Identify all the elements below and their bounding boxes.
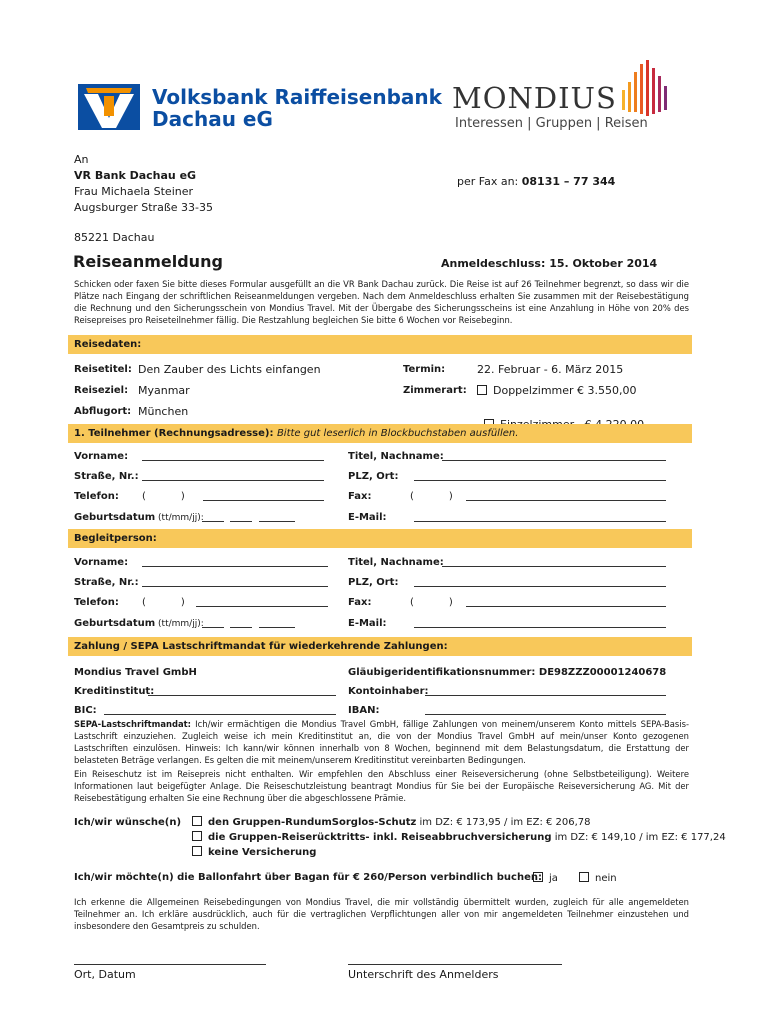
t1-geburt-day[interactable] xyxy=(202,521,224,522)
address-block xyxy=(74,152,213,246)
bp-plz-label: PLZ, Ort: xyxy=(348,577,399,588)
ballon-ja-checkbox[interactable] xyxy=(533,872,543,882)
mondius-logo-bars-icon xyxy=(620,60,672,118)
t1-telefon-label: Telefon: xyxy=(74,491,119,502)
ballon-option-ja[interactable] xyxy=(533,872,558,884)
t1-geburt-format: (tt/mm/jj): xyxy=(155,513,204,523)
t1-vorname-label: Vorname: xyxy=(74,451,129,462)
ballon-nein-checkbox[interactable] xyxy=(579,872,589,882)
bic-label: BIC: xyxy=(74,705,97,716)
reisetitel-value: Den Zauber des Lichts einfangen xyxy=(138,363,321,376)
t1-vorname-field[interactable] xyxy=(142,460,324,461)
vr-logo-line2: Dachau eG xyxy=(152,107,273,131)
t1-strasse-label: Straße, Nr.: xyxy=(74,471,139,482)
kreditinstitut-field[interactable] xyxy=(148,695,336,696)
bp-telefon-prefix[interactable]: ( ) xyxy=(142,597,185,608)
ruecktritt-label: die Gruppen-Reiserücktritts- inkl. Reiseabbruchversicherung xyxy=(208,832,552,843)
t1-telefon-prefix[interactable]: ( ) xyxy=(142,491,185,502)
vr-logo xyxy=(78,84,442,131)
kontoinhaber-field[interactable] xyxy=(425,695,666,696)
bp-geburt-year[interactable] xyxy=(259,627,295,628)
doppelzimmer-checkbox[interactable] xyxy=(477,385,487,395)
t1-geburt-label-text: Geburtsdatum xyxy=(74,512,156,523)
bp-vorname-field[interactable] xyxy=(142,566,328,567)
ort-datum-field[interactable] xyxy=(74,964,266,965)
termin-label: Termin: xyxy=(403,364,446,375)
t1-fax-field[interactable] xyxy=(466,500,666,501)
fax-number: 08131 – 77 344 xyxy=(521,175,616,188)
vr-logo-line1: Volksbank Raiffeisenbank xyxy=(152,85,442,109)
t1-strasse-field[interactable] xyxy=(142,480,324,481)
bp-telefon-label: Telefon: xyxy=(74,597,119,608)
bp-geburt-day[interactable] xyxy=(202,627,224,628)
section-bar-reisedaten xyxy=(68,335,692,354)
rundum-label: den Gruppen-RundumSorglos-Schutz xyxy=(208,817,417,828)
t1-geburt-label xyxy=(74,512,204,523)
reisetitel-label: Reisetitel: xyxy=(74,364,132,375)
bp-geburt-label-text: Geburtsdatum xyxy=(74,618,156,629)
address-city: 85221 Dachau xyxy=(74,231,155,244)
sepa-mandat-body: Ich/wir ermächtigen die Mondius Travel GmbH, fällige Zahlungen von meinem/unserem Konto mittels SEPA-Basis-Lastschrift einzuziehen. Zugleich weise ich mein Kreditinstitut an, die von der Mondius Travel GmbH auf mein/unser Konto gezogenen Lastschriften einzulösen. Hinweis: Ich kann/wir können innerhalb von 8 Wochen, beginnend mit dem Belastungsdatum, die Erstattung der belasteten Beträge verlangen. Es gelten die mit meinem/unserem Kreditinstitut vereinbarten Bedingungen. xyxy=(74,719,689,765)
bp-strasse-field[interactable] xyxy=(142,586,328,587)
sepa-mandat-text xyxy=(74,718,689,766)
reiseziel-label: Reiseziel: xyxy=(74,385,129,396)
t1-email-label: E-Mail: xyxy=(348,512,387,523)
ballon-ja-label: ja xyxy=(549,873,558,884)
iban-label: IBAN: xyxy=(348,705,380,716)
reiseschutz-text: Ein Reiseschutz ist im Reisepreis nicht enthalten. Wir empfehlen den Abschluss einer Reiseversicherung (ohne Selbstbeteiligung). Weitere Informationen laut beigefügter Anlage. Die Reiseschutzleistung beantragt Mondius für Sie bei der Europäische Reiseversicherung AG. Mit der Reisebestätigung erhalten Sie eine Rechnung über die abgeschlossene Prämie. xyxy=(74,769,689,803)
address-contact: Frau Michaela Steiner xyxy=(74,185,194,198)
abflugort-label: Abflugort: xyxy=(74,406,132,417)
t1-geburt-month[interactable] xyxy=(230,521,252,522)
t1-plz-label: PLZ, Ort: xyxy=(348,471,399,482)
zahlung-glaeubiger-id: Gläubigeridentifikationsnummer: DE98ZZZ00001240678 xyxy=(348,667,667,678)
bp-titel-field[interactable] xyxy=(442,566,666,567)
bp-titel-label: Titel, Nachname: xyxy=(348,557,444,568)
rundum-checkbox[interactable] xyxy=(192,816,202,826)
t1-titel-label: Titel, Nachname: xyxy=(348,451,444,462)
keine-label: keine Versicherung xyxy=(208,847,317,858)
iban-field[interactable] xyxy=(425,714,666,715)
ballon-nein-label: nein xyxy=(595,873,617,884)
bp-vorname-label: Vorname: xyxy=(74,557,129,568)
bp-fax-label: Fax: xyxy=(348,597,372,608)
bp-telefon-field[interactable] xyxy=(196,606,328,607)
t1-fax-prefix[interactable]: ( ) xyxy=(410,491,453,502)
keine-checkbox[interactable] xyxy=(192,846,202,856)
termin-value: 22. Februar - 6. März 2015 xyxy=(477,363,624,376)
ballon-question: Ich/wir möchte(n) die Ballonfahrt über Bagan für € 260/Person verbindlich buchen: xyxy=(74,872,542,883)
fax-line xyxy=(457,175,615,188)
section-header-reisedaten: Reisedaten: xyxy=(74,339,142,350)
reiseziel-value: Myanmar xyxy=(138,384,190,397)
address-recipient: VR Bank Dachau eG xyxy=(74,169,197,182)
bp-plz-field[interactable] xyxy=(414,586,666,587)
bp-fax-prefix[interactable]: ( ) xyxy=(410,597,453,608)
t1-fax-label: Fax: xyxy=(348,491,372,502)
versicherung-option-keine[interactable] xyxy=(192,846,316,858)
t1-telefon-field[interactable] xyxy=(203,500,324,501)
doppelzimmer-label: Doppelzimmer € 3.550,00 xyxy=(493,384,637,397)
intro-text: Schicken oder faxen Sie bitte dieses Formular ausgefüllt an die VR Bank Dachau zurück. Die Reise ist auf 26 Teilnehmer begrenzt, so dass wir die Plätze nach Eingang der schriftlichen Reiseanmeldungen vergeben. Nach dem Anmeldeschluss erhalten Sie zusammen mit der Reisebestätigung die Rechnung und den Sicherungsschein von Mondius Travel. Mit der Übergabe des Sicherungsscheins ist eine Anzahlung in Höhe von 20% des Reisepreises pro Reiseteilnehmer fällig. Die Restzahlung begleichen Sie bitte 6 Wochen vor Reisebeginn. xyxy=(74,279,689,325)
bp-strasse-label: Straße, Nr.: xyxy=(74,577,139,588)
section-header-begleitperson: Begleitperson: xyxy=(74,533,157,544)
section-header-teilnehmer1 xyxy=(74,424,518,443)
abflugort-value: München xyxy=(138,405,189,418)
ruecktritt-price: im DZ: € 149,10 / im EZ: € 177,24 xyxy=(551,832,726,843)
bp-geburt-format: (tt/mm/jj): xyxy=(155,619,204,629)
t1-titel-field[interactable] xyxy=(442,460,666,461)
address-line-an: An xyxy=(74,153,89,166)
bp-fax-field[interactable] xyxy=(466,606,666,607)
bp-email-label: E-Mail: xyxy=(348,618,387,629)
section-header-zahlung: Zahlung / SEPA Lastschriftmandat für wiederkehrende Zahlungen: xyxy=(74,641,448,652)
zimmerart-label: Zimmerart: xyxy=(403,385,467,396)
unterschrift-field[interactable] xyxy=(348,964,562,965)
fax-label: per Fax an: xyxy=(457,175,522,188)
doppelzimmer-option[interactable] xyxy=(477,384,637,397)
rundum-price: im DZ: € 173,95 / im EZ: € 206,78 xyxy=(416,817,591,828)
bic-field[interactable] xyxy=(104,714,336,715)
teilnehmer1-header-bold: 1. Teilnehmer (Rechnungsadresse): xyxy=(74,428,277,439)
bp-geburt-month[interactable] xyxy=(230,627,252,628)
address-street: Augsburger Straße 33-35 xyxy=(74,201,213,214)
bp-email-field[interactable] xyxy=(414,627,666,628)
ballon-option-nein[interactable] xyxy=(579,872,617,884)
bp-geburt-label xyxy=(74,618,204,629)
deadline: Anmeldeschluss: 15. Oktober 2014 xyxy=(441,257,658,270)
mondius-logo xyxy=(452,60,702,140)
section-bar-begleitperson xyxy=(68,529,692,548)
erklaerung-text: Ich erkenne die Allgemeinen Reisebedingungen von Mondius Travel, die mir vollständig übermittelt wurden, zugleich für alle angemeldeten Teilnehmer an. Ich erkläre ausdrücklich, auch für die vertraglichen Verpflichtungen aller von mir angemeldeten Teilnehmer einzustehen und insbesondere den Gesamtpreis zu schulden. xyxy=(74,897,689,931)
zahlung-firma: Mondius Travel GmbH xyxy=(74,667,197,678)
t1-geburt-year[interactable] xyxy=(259,521,295,522)
versicherung-option-ruecktritt[interactable] xyxy=(192,831,726,843)
ruecktritt-checkbox[interactable] xyxy=(192,831,202,841)
t1-email-field[interactable] xyxy=(414,521,666,522)
sepa-mandat-title: SEPA-Lastschriftmandat: xyxy=(74,719,191,729)
mondius-logo-name: MONDIUS xyxy=(452,81,617,115)
kontoinhaber-label: Kontoinhaber: xyxy=(348,686,429,697)
vr-logo-icon xyxy=(78,84,140,130)
ort-datum-label: Ort, Datum xyxy=(74,968,136,981)
unterschrift-label: Unterschrift des Anmelders xyxy=(348,968,499,981)
page-title: Reiseanmeldung xyxy=(73,252,223,271)
kreditinstitut-label: Kreditinstitut: xyxy=(74,686,155,697)
t1-plz-field[interactable] xyxy=(414,480,666,481)
versicherung-label: Ich/wir wünsche(n) xyxy=(74,817,182,828)
mondius-logo-tagline: Interessen | Gruppen | Reisen xyxy=(455,116,648,131)
teilnehmer1-header-hint: Bitte gut leserlich in Blockbuchstaben ausfüllen. xyxy=(276,428,519,439)
versicherung-option-rundum[interactable] xyxy=(192,816,591,828)
